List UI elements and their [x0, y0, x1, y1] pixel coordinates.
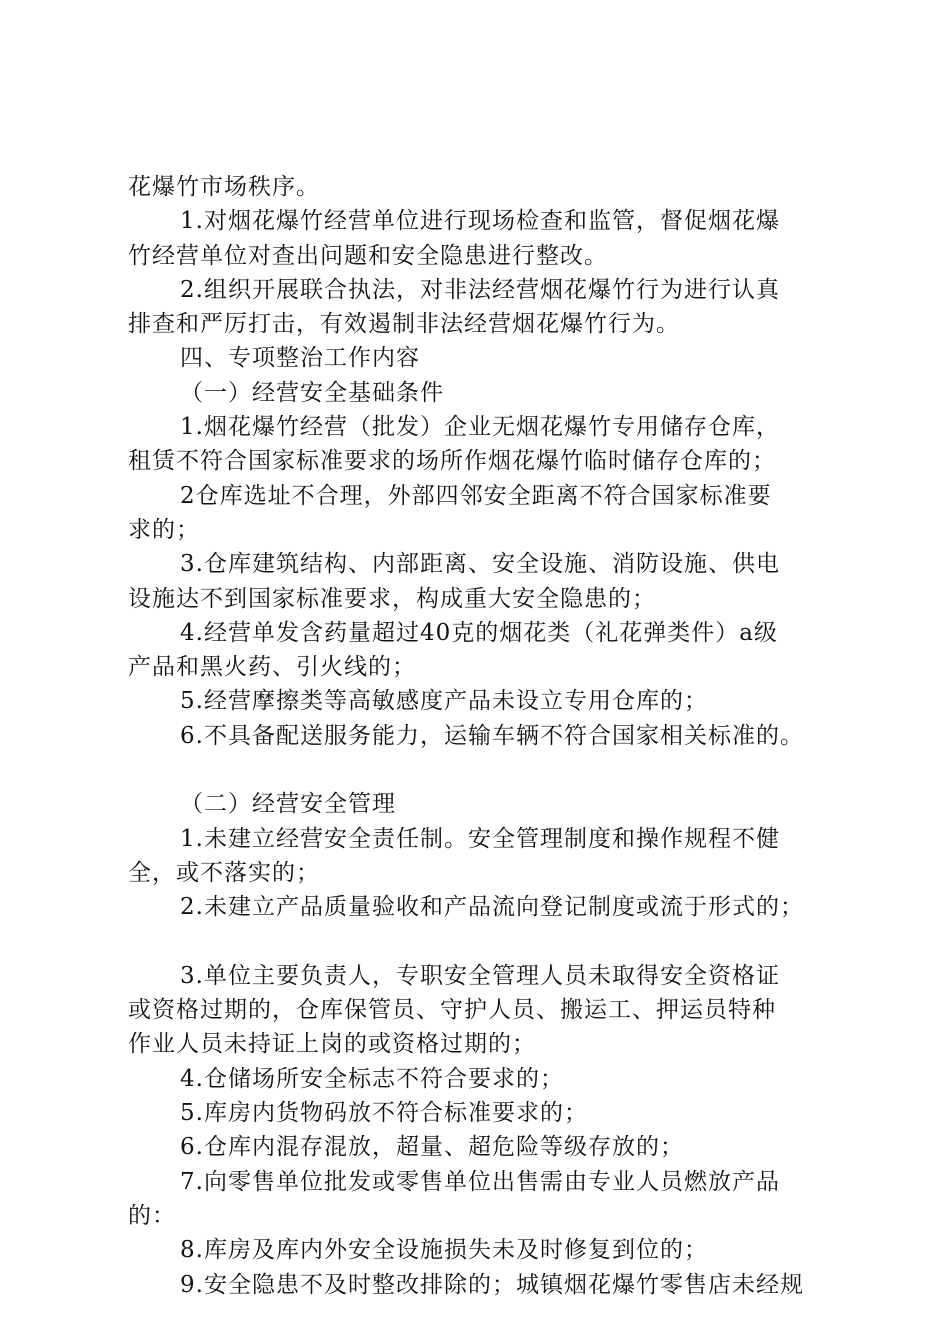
text-line: 花爆竹市场秩序。: [128, 174, 320, 200]
text-line: 的：: [128, 1202, 176, 1229]
text-line: 7.向零售单位批发或零售单位出售需由专业人员燃放产品: [180, 1168, 780, 1195]
text-line: 1.烟花爆竹经营（批发）企业无烟花爆竹专用储存仓库，: [180, 414, 780, 441]
section-heading: 四、专项整治工作内容: [180, 345, 420, 372]
text-line: 6.不具备配送服务能力，运输车辆不符合国家相关标准的。: [180, 722, 804, 749]
text-line: 8.库房及库内外安全设施损失未及时修复到位的；: [180, 1237, 708, 1264]
subsection-heading: （一）经营安全基础条件: [180, 379, 444, 406]
text-line: 产品和黑火药、引火线的；: [128, 654, 416, 681]
blank-line: [128, 925, 848, 959]
text-line: 1.对烟花爆竹经营单位进行现场检查和监管，督促烟花爆: [180, 208, 780, 235]
text-line: 求的；: [128, 516, 200, 543]
text-line: 9.安全隐患不及时整改排除的；城镇烟花爆竹零售店未经规: [180, 1271, 804, 1298]
text-line: 5.经营摩擦类等高敏感度产品未设立专用仓库的；: [180, 688, 708, 715]
text-line: 4.仓储场所安全标志不符合要求的；: [180, 1065, 564, 1092]
text-line: 全，或不落实的；: [128, 859, 320, 886]
text-line: 3.单位主要负责人，专职安全管理人员未取得安全资格证: [180, 962, 780, 989]
document-body: [128, 170, 848, 1302]
text-line: 2.未建立产品质量验收和产品流向登记制度或流于形式的；: [180, 894, 804, 921]
text-line: 4.经营单发含药量超过40克的烟花类（礼花弹类件）a级: [180, 619, 778, 646]
subsection-heading: （二）经营安全管理: [180, 791, 396, 818]
text-line: 设施达不到国家标准要求，构成重大安全隐患的；: [128, 585, 656, 612]
text-line: 或资格过期的，仓库保管员、守护人员、搬运工、押运员特种: [128, 997, 776, 1024]
text-line: 3.仓库建筑结构、内部距离、安全设施、消防设施、供电: [180, 551, 780, 578]
text-line: 作业人员未持证上岗的或资格过期的；: [128, 1031, 536, 1058]
text-line: 竹经营单位对查出问题和安全隐患进行整改。: [128, 242, 608, 269]
text-line: 5.库房内货物码放不符合标准要求的；: [180, 1100, 588, 1127]
text-line: 排查和严厉打击，有效遏制非法经营烟花爆竹行为。: [128, 311, 680, 338]
text-line: 租赁不符合国家标准要求的场所作烟花爆竹临时储存仓库的；: [128, 448, 776, 475]
text-line: 2仓库选址不合理，外部四邻安全距离不符合国家标准要: [180, 482, 772, 509]
blank-line: [128, 753, 848, 787]
text-line: 1.未建立经营安全责任制。安全管理制度和操作规程不健: [180, 825, 780, 852]
text-line: 2.组织开展联合执法，对非法经营烟花爆竹行为进行认真: [180, 276, 780, 303]
text-line: 6.仓库内混存混放，超量、超危险等级存放的；: [180, 1134, 684, 1161]
